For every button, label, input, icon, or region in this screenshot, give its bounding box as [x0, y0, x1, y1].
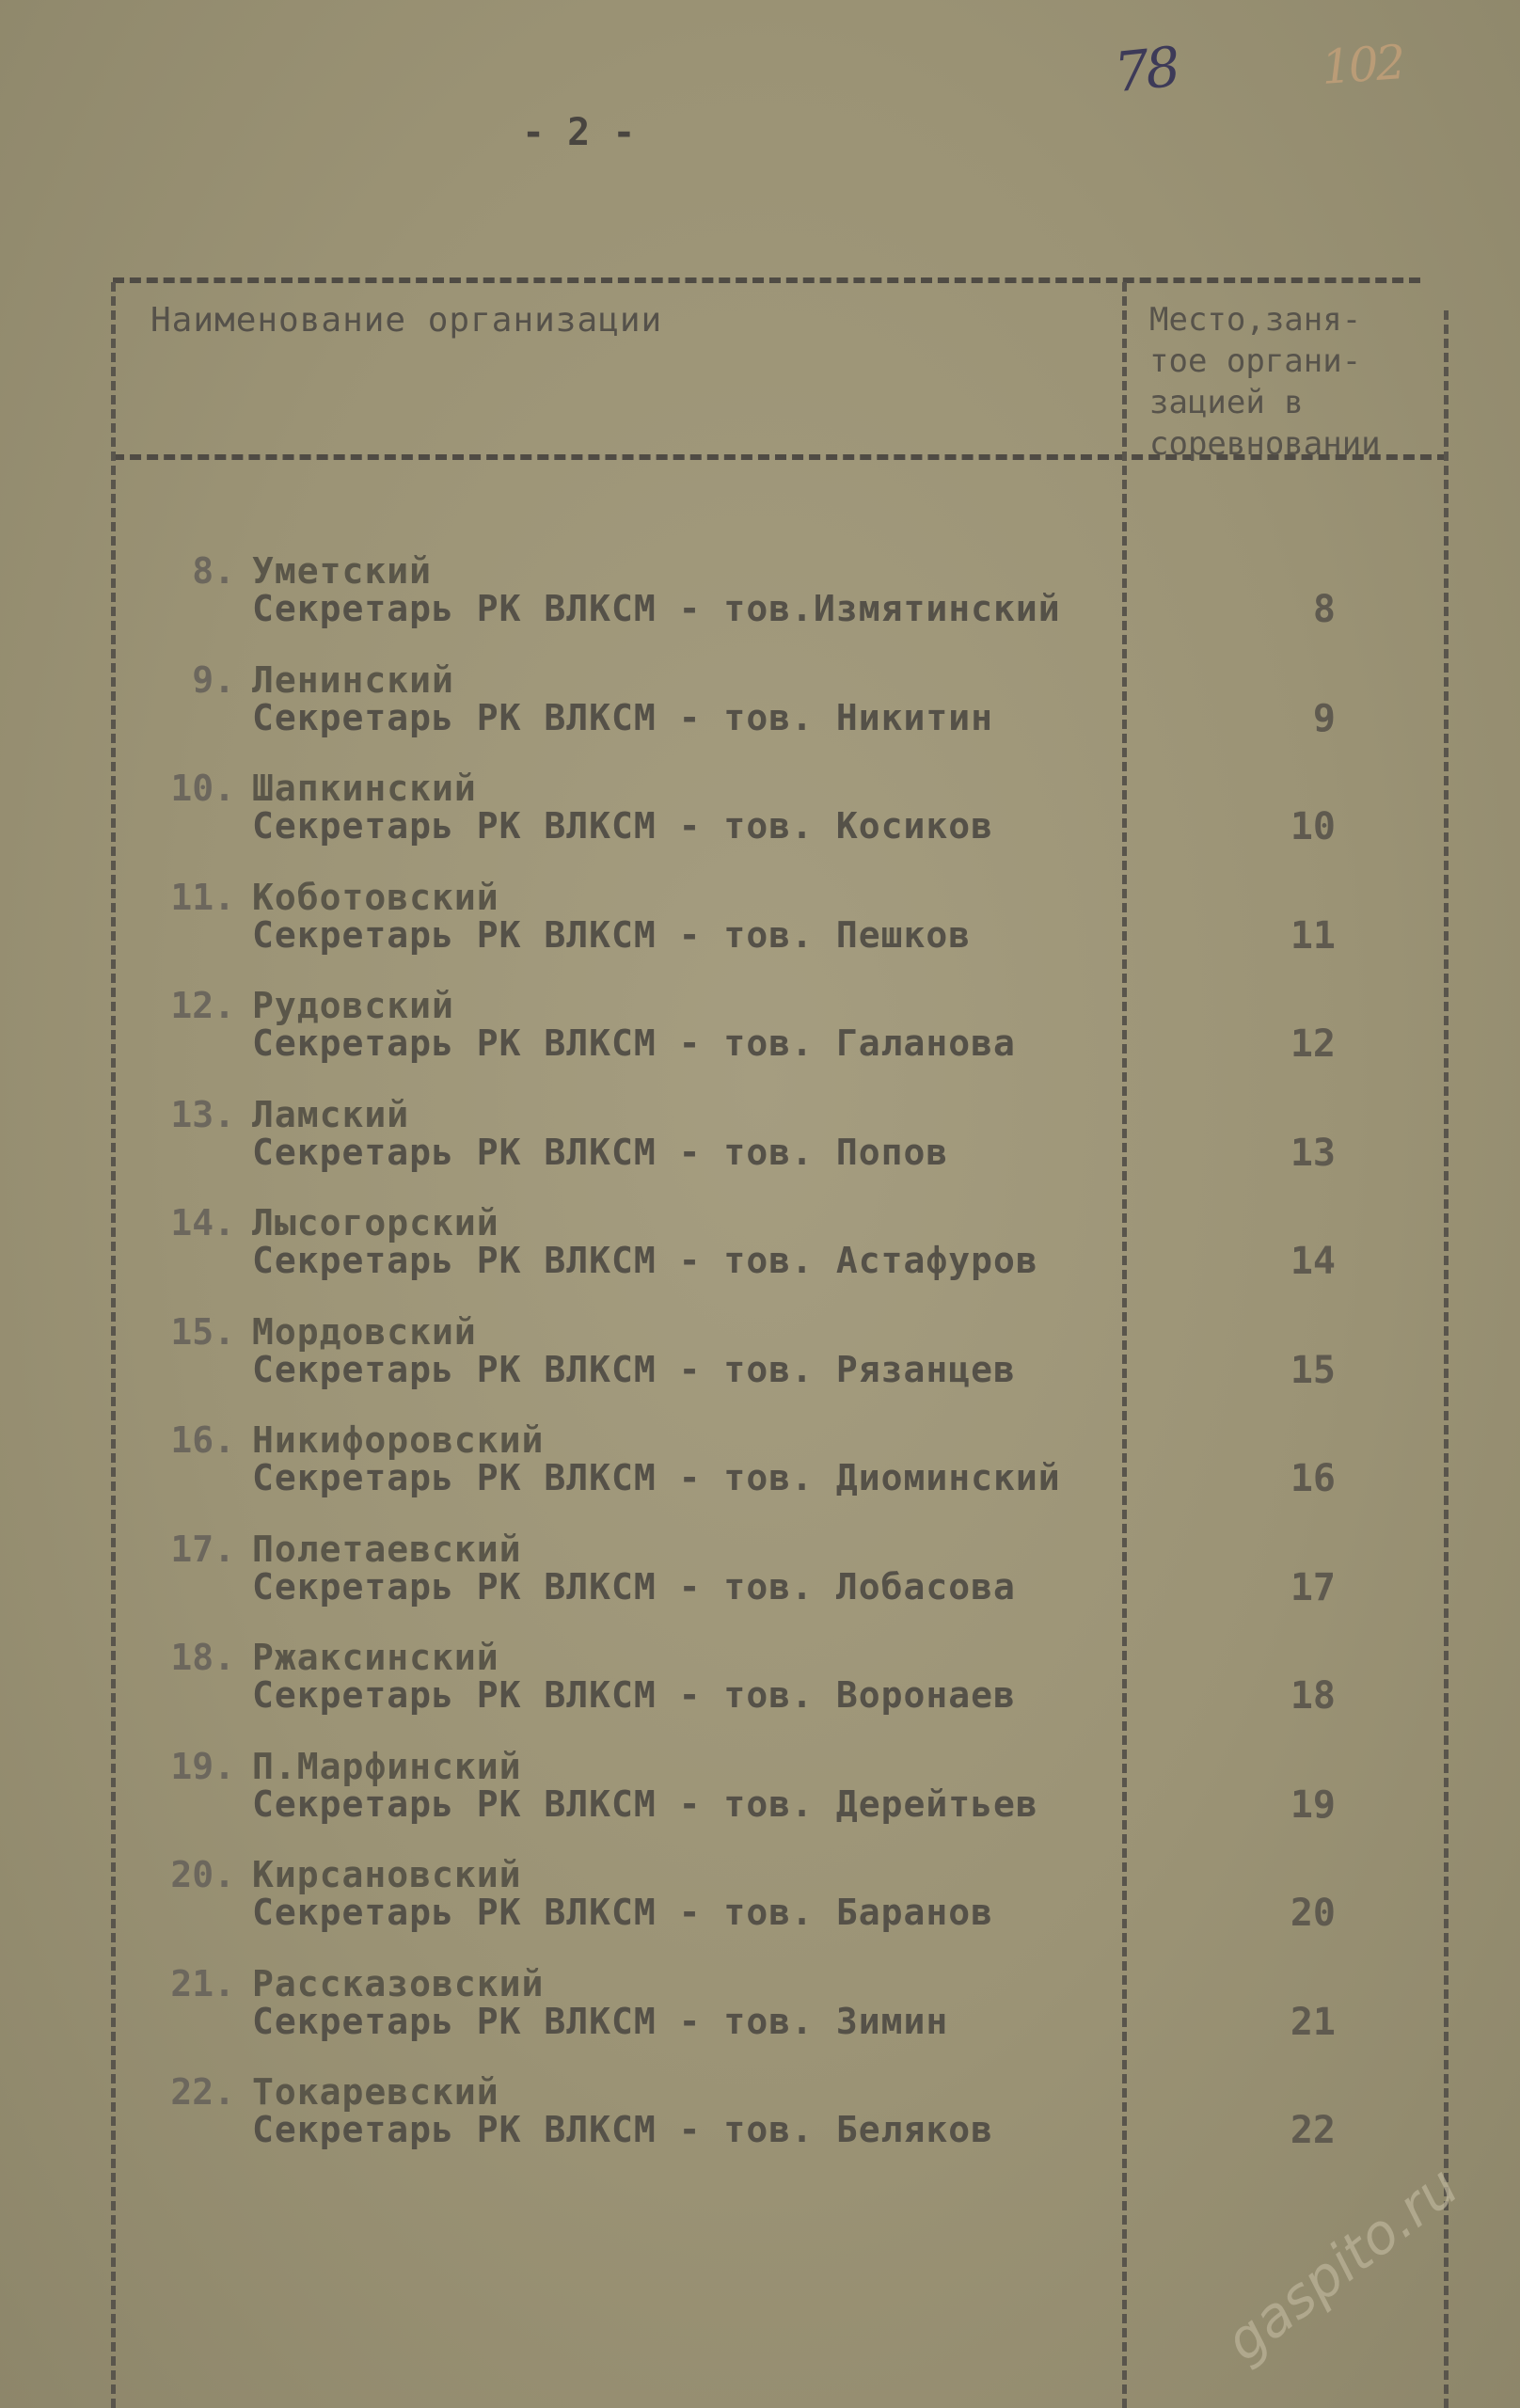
competition-place: 22 — [1290, 2109, 1336, 2152]
table-row — [0, 1637, 1520, 1745]
district-name: Токаревский — [252, 2071, 499, 2113]
row-number: 13. — [170, 1093, 235, 1135]
table-row — [0, 659, 1520, 768]
table-row — [0, 550, 1520, 658]
table-row — [0, 877, 1520, 985]
row-number: 9. — [192, 658, 235, 701]
competition-place: 9 — [1312, 696, 1336, 740]
competition-place: 13 — [1290, 1131, 1336, 1175]
table-row — [0, 1094, 1520, 1202]
table-top-rule — [113, 277, 1420, 283]
page-number: - 2 - — [522, 111, 636, 154]
table-row — [0, 1963, 1520, 2071]
district-name: Рудовский — [252, 985, 454, 1026]
district-name: П.Марфинский — [252, 1745, 522, 1787]
table-row — [0, 1311, 1520, 1419]
row-number: 18. — [170, 1637, 235, 1678]
secretary-line: Секретарь РК ВЛКСМ - тов. Пешков — [252, 913, 972, 956]
district-name: Никифоровский — [252, 1419, 545, 1461]
competition-place: 8 — [1312, 588, 1336, 631]
competition-place: 10 — [1290, 805, 1336, 848]
column-header-place-line: тое органи- — [1149, 342, 1362, 380]
row-number: 14. — [170, 1202, 235, 1244]
row-number: 17. — [170, 1528, 235, 1570]
secretary-line: Секретарь РК ВЛКСМ - тов. Галанова — [252, 1022, 1016, 1064]
competition-place: 18 — [1290, 1674, 1336, 1718]
row-number: 10. — [170, 768, 235, 809]
district-name: Ламский — [252, 1093, 410, 1135]
row-number: 8. — [192, 550, 235, 592]
table-row — [0, 1419, 1520, 1528]
competition-place: 17 — [1290, 1565, 1336, 1609]
column-header-place — [1149, 299, 1450, 465]
district-name: Лысогорский — [252, 1202, 499, 1244]
competition-place: 16 — [1290, 1457, 1336, 1500]
secretary-line: Секретарь РК ВЛКСМ - тов. Дерейтьев — [252, 1782, 1038, 1825]
table-row — [0, 1746, 1520, 1854]
secretary-line: Секретарь РК ВЛКСМ - тов. Никитин — [252, 696, 993, 738]
competition-place: 19 — [1290, 1782, 1336, 1827]
district-name: Кирсановский — [252, 1854, 522, 1895]
table-row — [0, 1854, 1520, 1962]
secretary-line: Секретарь РК ВЛКСМ - тов. Воронаев — [252, 1674, 1016, 1716]
archive-sheet-number-secondary: 102 — [1320, 35, 1405, 95]
district-name: Ленинский — [252, 658, 454, 701]
secretary-line: Секретарь РК ВЛКСМ - тов. Лобасова — [252, 1565, 1016, 1608]
column-header-organization: Наименование организации — [150, 301, 663, 340]
row-number: 11. — [170, 876, 235, 918]
secretary-line: Секретарь РК ВЛКСМ - тов. Беляков — [252, 2109, 993, 2150]
row-number: 20. — [170, 1854, 235, 1895]
row-number: 16. — [170, 1419, 235, 1461]
secretary-line: Секретарь РК ВЛКСМ - тов. Астафуров — [252, 1240, 1038, 1281]
column-header-place-line: зацией в — [1149, 384, 1304, 421]
district-name: Полетаевский — [252, 1528, 522, 1570]
competition-place: 12 — [1290, 1022, 1336, 1066]
district-name: Ржаксинский — [252, 1637, 499, 1678]
secretary-line: Секретарь РК ВЛКСМ - тов. Косиков — [252, 805, 993, 847]
row-number: 19. — [170, 1745, 235, 1787]
table-row — [0, 1202, 1520, 1310]
competition-place: 14 — [1290, 1240, 1336, 1283]
row-number: 12. — [170, 985, 235, 1026]
competition-place: 15 — [1290, 1348, 1336, 1392]
district-name: Уметский — [252, 550, 433, 592]
secretary-line: Секретарь РК ВЛКСМ - тов. Баранов — [252, 1892, 993, 1933]
district-name: Шапкинский — [252, 768, 477, 809]
competition-place: 11 — [1290, 913, 1336, 958]
district-name: Рассказовский — [252, 1962, 545, 2004]
table-row — [0, 2071, 1520, 2179]
secretary-line: Секретарь РК ВЛКСМ - тов.Измятинский — [252, 588, 1061, 629]
row-number: 21. — [170, 1962, 235, 2004]
row-number: 22. — [170, 2071, 235, 2113]
competition-place: 21 — [1290, 2000, 1336, 2044]
row-number: 15. — [170, 1310, 235, 1353]
competition-place: 20 — [1290, 1892, 1336, 1935]
secretary-line: Секретарь РК ВЛКСМ - тов. Рязанцев — [252, 1348, 1016, 1390]
column-header-place-line: Место,заня- — [1149, 301, 1362, 339]
secretary-line: Секретарь РК ВЛКСМ - тов. Диоминский — [252, 1457, 1061, 1498]
table-row — [0, 768, 1520, 876]
archive-sheet-number: 78 — [1111, 34, 1180, 105]
secretary-line: Секретарь РК ВЛКСМ - тов. Попов — [252, 1131, 949, 1173]
column-header-place-line: соревновании — [1149, 425, 1381, 463]
secretary-line: Секретарь РК ВЛКСМ - тов. Зимин — [252, 2000, 949, 2042]
table-row — [0, 1529, 1520, 1637]
district-name: Коботовский — [252, 876, 499, 918]
table-row — [0, 985, 1520, 1093]
district-name: Мордовский — [252, 1310, 477, 1353]
watermark: gaspito.ru — [1213, 2153, 1470, 2374]
